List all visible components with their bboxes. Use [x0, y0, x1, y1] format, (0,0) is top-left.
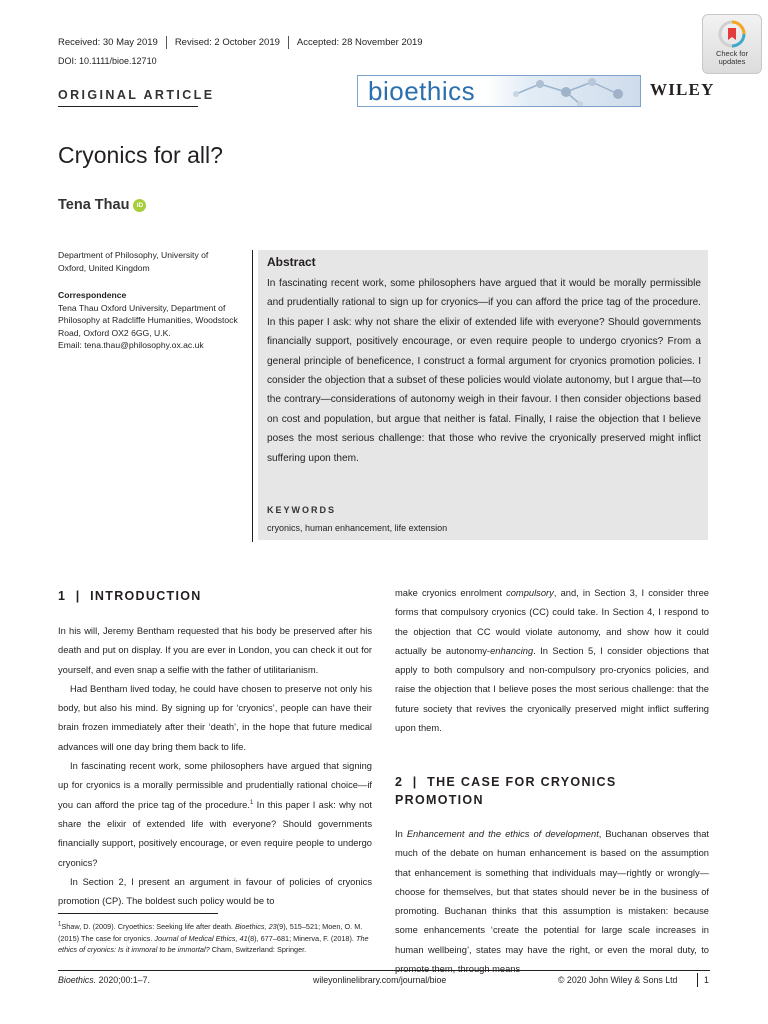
- section-1-title: INTRODUCTION: [90, 589, 202, 603]
- keywords: cryonics, human enhancement, life extension: [267, 523, 448, 533]
- divider: [288, 36, 289, 49]
- section-2-heading: 2 | THE CASE FOR CRYONICS PROMOTION: [395, 775, 617, 807]
- article-type: ORIGINAL ARTICLE: [58, 88, 215, 102]
- abstract-rule: [252, 250, 253, 542]
- section-1-number: 1: [58, 589, 67, 603]
- correspondence: [58, 289, 243, 352]
- page-number-divider: [697, 973, 698, 987]
- revised-date: Revised: 2 October 2019: [174, 37, 280, 48]
- right-column-text-1: [395, 584, 709, 738]
- section-2-title: THE CASE FOR CRYONICS PROMOTION: [395, 775, 617, 807]
- check-for-updates-badge[interactable]: [702, 14, 762, 74]
- correspondence-heading: Correspondence: [58, 290, 127, 300]
- abstract-box: [258, 250, 708, 540]
- article-title: Cryonics for all?: [58, 142, 223, 168]
- section-1-heading: 1 | INTRODUCTION: [58, 589, 202, 603]
- author: [58, 197, 146, 213]
- paragraph: In fascinating recent work, some philosophers have argued that signing up for cryonics is a morally permissible and prudentially rational choice—if you can afford the price tag of the procedure.$^1$ In this paper I ask: why not share the elixir of extended life with everyone? Should governments financially support, positively encourage, or even require people to undergo cryonics?: [58, 761, 372, 868]
- page-number: 1: [704, 975, 709, 985]
- author-name: Tena Thau: [58, 197, 130, 213]
- paragraph: Had Bentham lived today, he could have chosen to preserve not only his body, but also his mind. By signing up for ‘cryonics’, people can have their brain frozen immediately after their ‘death’, in the hope that future medical advances will one day bring them back to life.: [58, 683, 372, 752]
- paragraph: In Section 2, I present an argument in favour of policies of cryonics promotion (CP). The boldest such policy would be to: [58, 876, 372, 907]
- journal-banner: [357, 75, 641, 107]
- abstract-heading: Abstract: [267, 255, 316, 269]
- article-type-rule: [58, 106, 198, 107]
- accepted-date: Accepted: 28 November 2019: [296, 37, 423, 48]
- footer-copyright: © 2020 John Wiley & Sons Ltd: [558, 975, 678, 985]
- doi[interactable]: DOI: 10.1111/bioe.12710: [58, 56, 157, 66]
- paragraph: make cryonics enrolment compulsory, and, in Section 3, I consider three forms that compulsory cryonics (CC) could take. In Section 4, I respond to the objection that CC would violate autonomy, and show how it could actually be autonomy-enhancing. In Section 5, I consider objections that apply to both compulsory and non-compulsory pro-cryonics policies, and raise the objection that I believe poses the most serious challenge: that the future society that revives the cryonically preserved might inflict suffering upon them.: [395, 588, 710, 734]
- received-date: Received: 30 May 2019: [58, 37, 158, 48]
- paragraph: In Enhancement and the ethics of development, Buchanan observes that much of the debate on human enhancement is based on the assumption that enhancement is something that individuals may—rightly or wrongly—choose for themselves, but that states should never be in the business of promoting. Buchanan thinks that this assumption is mistaken: because some enhancements ‘create the potential for large scale increases in human wellbeing’, states may have the right, or even the moral duty, to: [395, 829, 709, 955]
- footnote-ref[interactable]: 1: [249, 799, 254, 806]
- footnote: $^1$Shaw, D. (2009). Cryoethics: Seeking life after death. Bioethics, 23(9), 515–521; Moen, O. M. (2015) The case for cryonics. Journal of Medical Ethics, 41(8), 677–681; Minerva, F. (2018). The ethics of cryonics: Is it immoral to be immortal? Cham, Switzerland: Springer.: [58, 921, 369, 954]
- article-dates: [58, 36, 423, 49]
- footnote-rule: [58, 913, 218, 914]
- publisher-logo: WILEY: [650, 80, 715, 99]
- keywords-heading: KEYWORDS: [267, 505, 337, 515]
- right-column-text-2: [395, 825, 709, 979]
- badge-text: Check for updates: [715, 49, 749, 66]
- footer-url[interactable]: wileyonlinelibrary.com/journal/bioe: [313, 975, 447, 985]
- journal-name: bioethics: [368, 76, 476, 106]
- footer-citation: Bioethics. 2020;00:1–7.: [58, 975, 150, 985]
- molecule-graphic: [508, 76, 640, 106]
- divider: [166, 36, 167, 49]
- paragraph: In his will, Jeremy Bentham requested that his body be preserved after his death and put on display. If you are ever in London, you can check it out for yourself, and even snap a selfie with the father of utilitarianism.: [58, 626, 372, 675]
- abstract-text: In fascinating recent work, some philosophers have argued that it would be morally permissible and prudentially rational to sign up for cryonics—if you can afford the price tag of the procedure. In this paper I ask: why not share the elixir of extended life with everyone? Should governments financially support, positively encourage, or even require people to undergo cryonics? From a general principle of beneficence, I construct a formal argument for cryonics promotion policies. I consider the objection that a subset of these policies would violate autonomy, but I argue that—to the contrary—considerations of autonomy weigh in their favour. I then consider objections based on cost and population, but argue that neither is fatal. Finally, I raise the objection that I believe poses the most serious challenge: that those who revive the cryonically preserved might inflict suffering upon them.: [267, 278, 701, 464]
- correspondence-email[interactable]: Email: tena.thau@philosophy.ox.ac.uk: [58, 340, 204, 350]
- crossmark-icon: [718, 20, 746, 48]
- orcid-icon[interactable]: iD: [133, 199, 146, 212]
- footer-rule: [58, 970, 710, 971]
- section-2-number: 2: [395, 775, 404, 789]
- left-column-text: [58, 622, 372, 911]
- affiliation: Department of Philosophy, University of Oxford, United Kingdom: [58, 250, 209, 273]
- correspondence-text: Tena Thau Oxford University, Department of Philosophy at Radcliffe Humanities, Woodstock Road, Oxford OX2 6GG, U.K.: [58, 302, 238, 338]
